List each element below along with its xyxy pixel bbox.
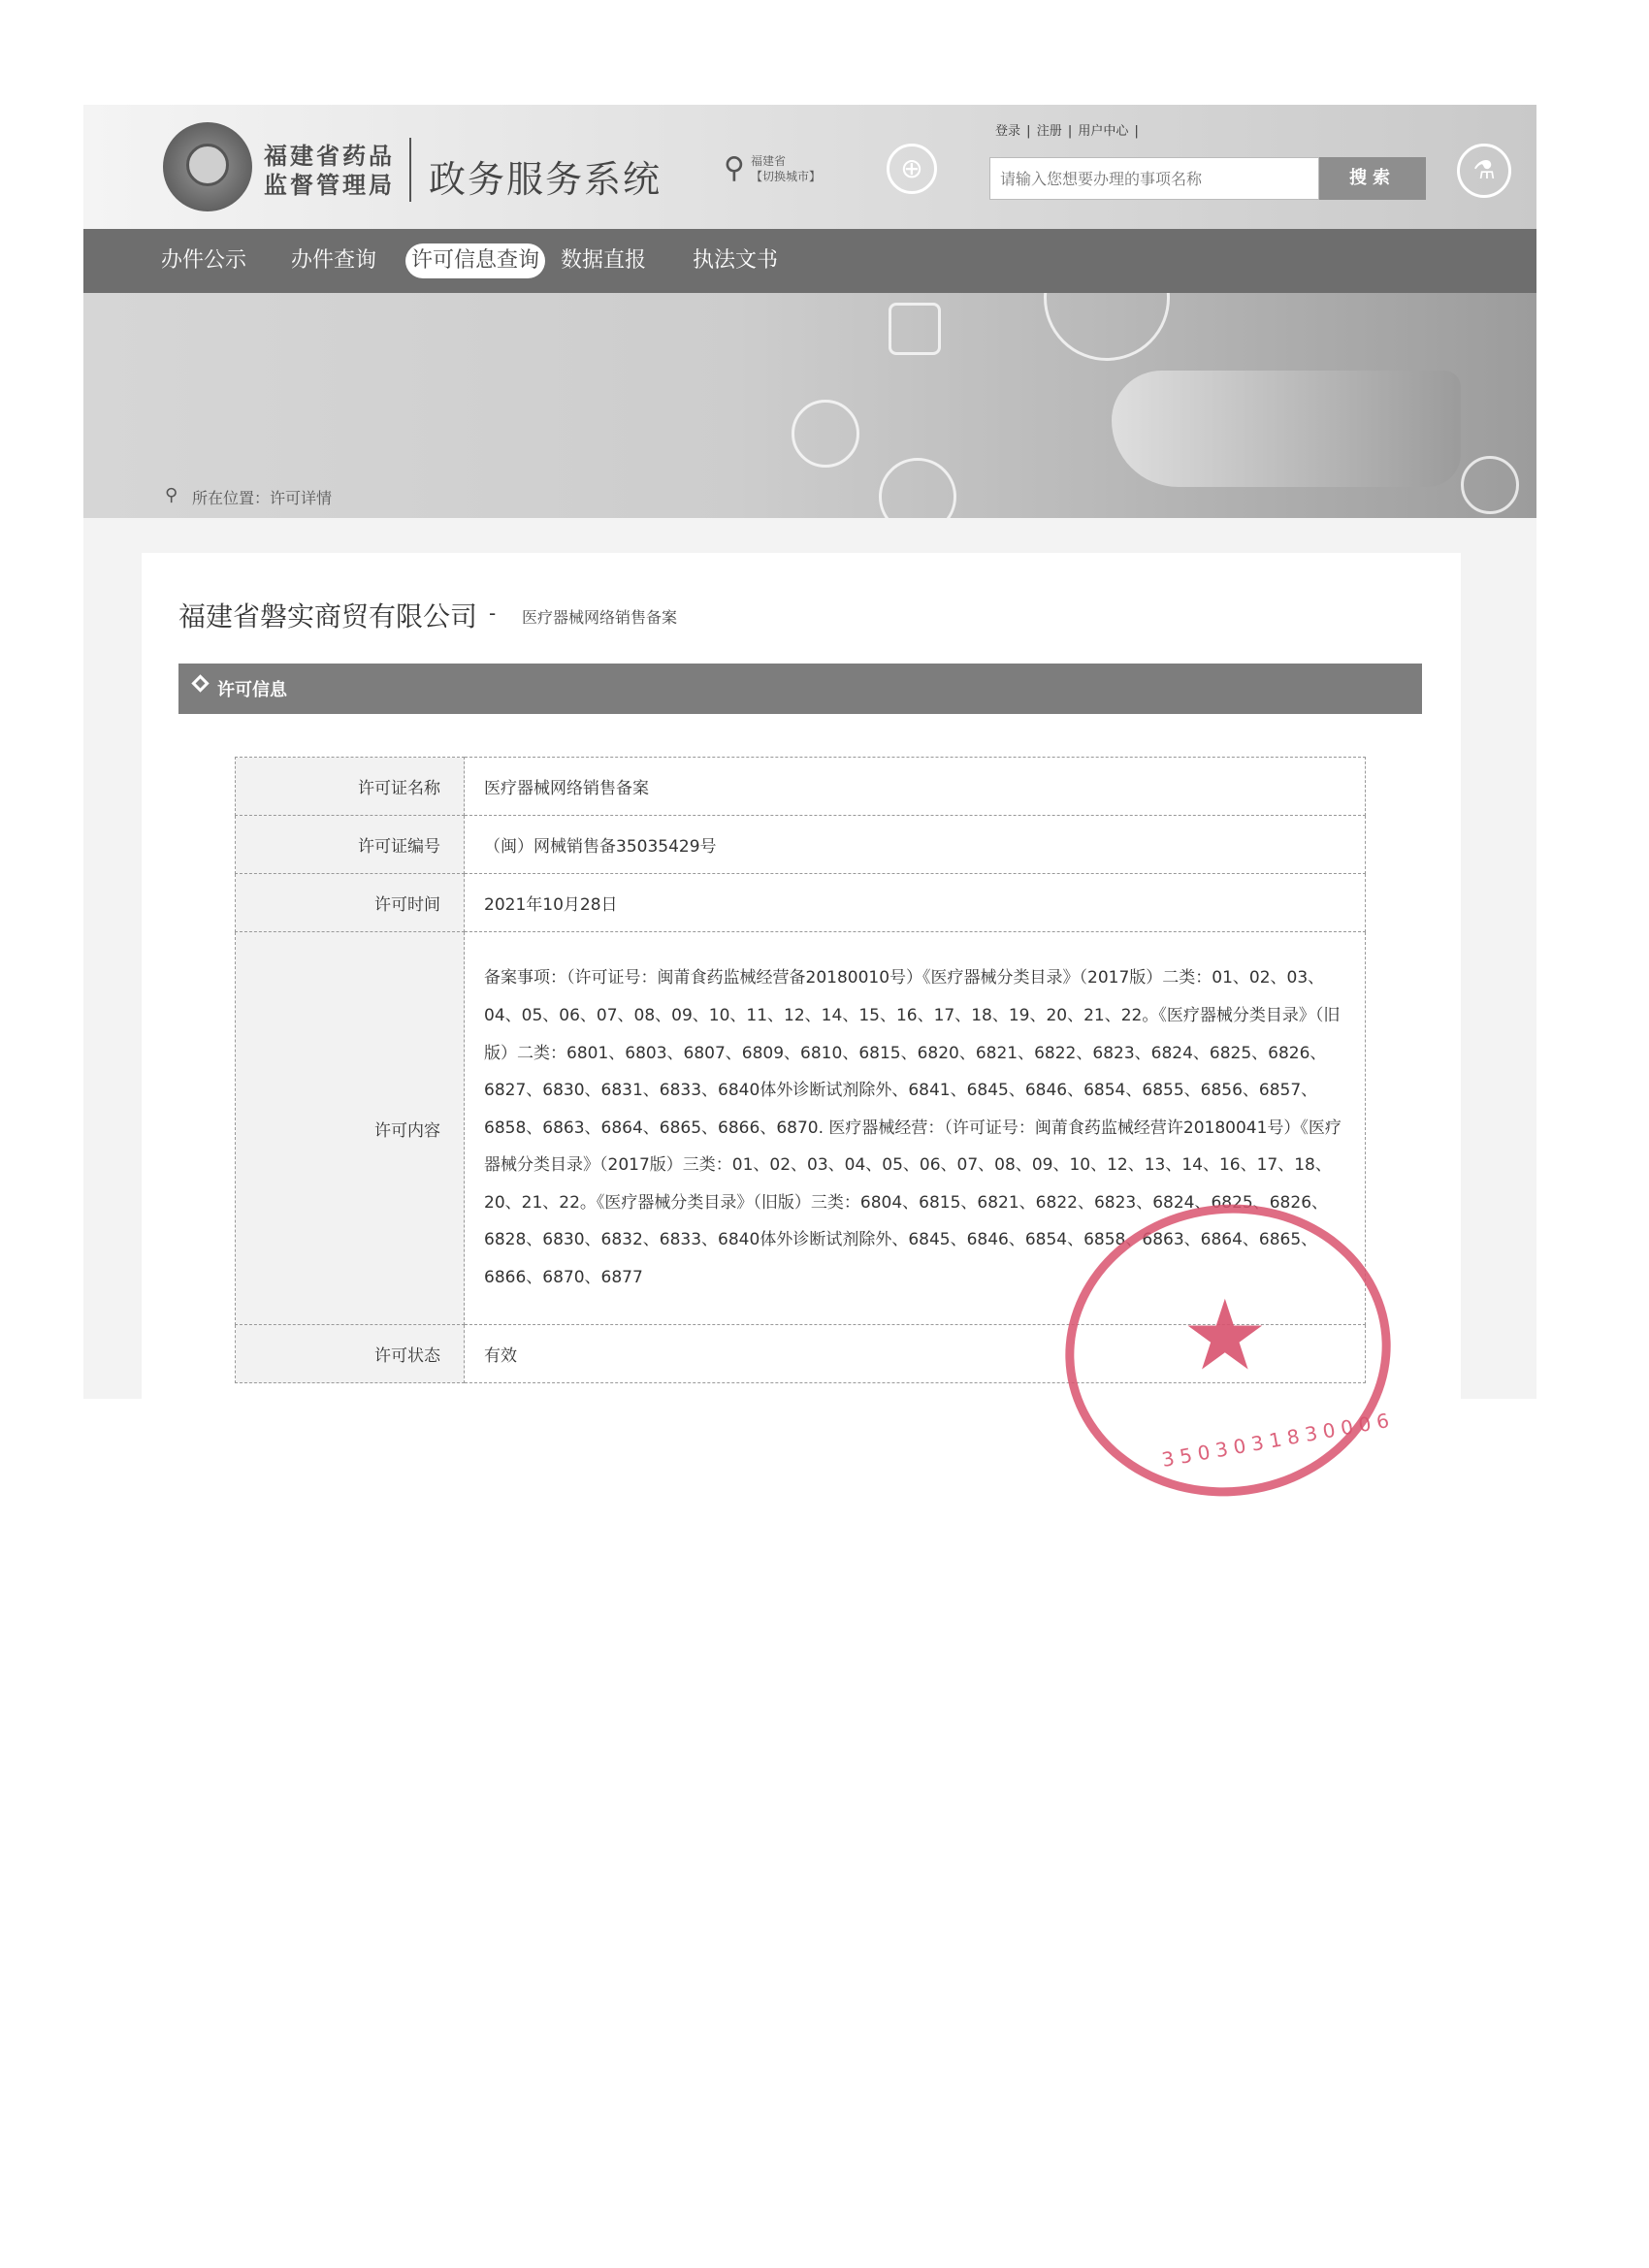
top-links: 登录 | 注册 | 用户中心 |: [995, 124, 1139, 139]
nav-item-public-notice[interactable]: 办件公示: [161, 248, 247, 273]
search-input[interactable]: [989, 157, 1319, 200]
table-row: [236, 874, 1366, 932]
company-name: 福建省磐实商贸有限公司: [178, 600, 478, 632]
row-value: 医疗器械网络销售备案: [465, 758, 1366, 816]
location-text[interactable]: [751, 153, 821, 184]
flask-icon[interactable]: ⚗: [1457, 144, 1511, 198]
site-header: [83, 105, 1536, 229]
title-divider: [409, 138, 411, 202]
banner-circle: [889, 303, 941, 355]
row-value: 有效: [465, 1325, 1366, 1383]
nav-item-case-query[interactable]: 办件查询: [291, 248, 377, 273]
table-row: [236, 758, 1366, 816]
login-link[interactable]: 登录: [995, 124, 1021, 139]
title-dash: -: [489, 601, 497, 625]
banner-circle: [1461, 456, 1519, 514]
row-label: 许可状态: [236, 1325, 465, 1383]
row-value: 2021年10月28日: [465, 874, 1366, 932]
system-title: 政务服务系统: [429, 158, 663, 201]
diamond-icon: [191, 674, 209, 692]
section-title: 许可信息: [217, 680, 287, 700]
register-link[interactable]: 注册: [1036, 124, 1062, 139]
banner-circle: [879, 458, 956, 518]
main-nav: [83, 229, 1536, 293]
seal-star-icon: ★: [1181, 1279, 1269, 1392]
hero-banner: [83, 293, 1536, 518]
page-scan: [83, 105, 1536, 1399]
banner-hand-graphic: [1112, 371, 1461, 487]
row-label: 许可证名称: [236, 758, 465, 816]
breadcrumb: 所在位置：许可详情: [192, 489, 333, 507]
nav-item-license-query[interactable]: 许可信息查询: [405, 243, 545, 278]
globe-icon[interactable]: ⊕: [887, 144, 937, 194]
location-pin-icon[interactable]: ⚲: [724, 151, 745, 185]
seal-number: 3503031830006: [1159, 1408, 1397, 1472]
row-label: 许可时间: [236, 874, 465, 932]
row-label: 许可内容: [236, 932, 465, 1325]
row-value: （闽）网械销售备35035429号: [465, 816, 1366, 874]
emblem-logo-icon: [163, 122, 252, 211]
search-button[interactable]: 搜索: [1319, 157, 1426, 200]
table-row: [236, 816, 1366, 874]
nav-item-data-report[interactable]: 数据直报: [561, 248, 647, 273]
banner-circle: [792, 400, 859, 468]
location-switch-link[interactable]: 【切换城市】: [751, 170, 822, 183]
row-value: 备案事项：（许可证号：闽莆食药监械经营备20180010号）《医疗器械分类目录》（2017版）二类：01、02、03、04、05、06、07、08、09、10、11、12、14、15、16、17、18、19、20、21、22。《医疗器械分类目录》（旧版）二类：6801、6803、6807、6809、6810、6815、6820、6821、6822、6823、6824、6825、6826、6827、6830、6831、6833、6840体外诊断试剂除外、6841、6845、6846、6854、6855、6856、6857、6858、6863、6864、6865、6866、6870. 医疗器械经营：（许可证号：闽莆食药监械经营许20180041号）《医疗器械分类目录》（2017版）三类：01、02、03、04、05、06、07、08、09、10、12、13、14、16、17、18、20、21、22。《医疗器械分类目录》（旧版）三类：6804、6815、6821、6822、6823、6824、6825、6826、6828、6830、6832、6833、6840体外诊断试剂除外、6845、6846、6854、6858、6863、6864、6865、6866、6870、6877: [465, 932, 1366, 1325]
location-pin-icon: ⚲: [165, 485, 178, 505]
org-name: 福建省药品监督管理局: [264, 143, 395, 199]
section-header: [178, 664, 1422, 714]
nav-item-enforcement-docs[interactable]: 执法文书: [693, 248, 779, 273]
license-type: 医疗器械网络销售备案: [522, 608, 678, 627]
banner-circle: [1044, 293, 1170, 361]
row-label: 许可证编号: [236, 816, 465, 874]
user-center-link[interactable]: 用户中心: [1078, 124, 1129, 139]
location-province: 福建省: [751, 154, 787, 168]
